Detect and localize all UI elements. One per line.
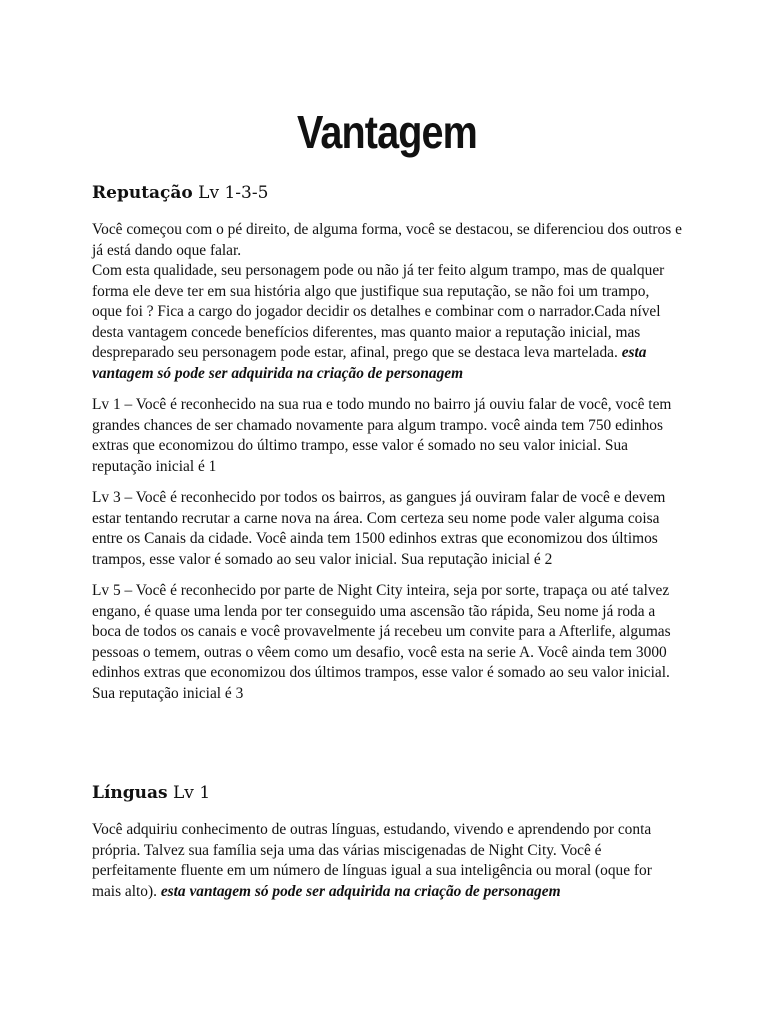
intro-text: Você adquiriu conhecimento de outras línguas, estudando, vivendo e aprendendo por conta própria. Talvez sua família seja uma das várias miscigenadas de Night City. Você é perfeitamente fluente em um número de línguas igual a sua inteligência ou moral (oque for mais alto).	[92, 821, 652, 900]
heading-name: Línguas	[92, 783, 168, 803]
page-title: Vantagem	[296, 106, 478, 158]
heading-level: Lv 1-3-5	[198, 183, 269, 203]
heading-name: Reputação	[92, 183, 193, 203]
level-5-paragraph: Lv 5 – Você é reconhecido por parte de Night City inteira, seja por sorte, trapaça ou até talvez engano, é quase uma lenda por ter conseguido uma ascensão tão rápida, Seu nome já roda a boca de todos os canais e você provavelmente já recebeu um convite para a Afterlife, algumas pessoas o temem, outras o vêem como um desafio, você esta na serie A. Você ainda tem 3000 edinhos extras que economizou dos últimos trampos, esse valor é somado ao seu valor inicial. Sua reputação inicial é 3	[92, 582, 671, 702]
intro-line-1: Você começou com o pé direito, de alguma forma, você se destacou, se diferenciou dos outros e já está dando oque falar.	[92, 221, 682, 259]
heading-level: Lv 1	[173, 783, 211, 803]
level-3-paragraph: Lv 3 – Você é reconhecido por todos os bairros, as gangues já ouviram falar de você e devem estar tentando recrutar a carne nova na área. Com certeza seu nome pode valer alguma coisa entre os Canais da cidade. Você ainda tem 1500 edinhos extras que economizou dos últimos trampos, esse valor é somado ao seu valor inicial. Sua reputação inicial é 2	[92, 489, 666, 568]
creation-note: esta vantagem só pode ser adquirida na criação de personagem	[160, 882, 561, 900]
section-reputacao	[92, 180, 682, 704]
section-heading	[92, 780, 682, 806]
intro-paragraph	[92, 220, 682, 384]
section-heading	[92, 180, 682, 206]
creation-note: esta vantagem só pode ser adquirida na criação de personagem	[92, 344, 647, 382]
section-linguas	[92, 780, 682, 902]
level-1-paragraph: Lv 1 – Você é reconhecido na sua rua e todo mundo no bairro já ouviu falar de você, você tem grandes chances de ser chamado novamente para algum trampo. você ainda tem 750 edinhos extras que economizou do último trampo, esse valor é somado no seu valor inicial. Sua reputação inicial é 1	[92, 396, 672, 475]
intro-line-2: Com esta qualidade, seu personagem pode ou não já ter feito algum trampo, mas de qualquer forma ele deve ter em sua história algo que justifique sua reputação, se não foi um trampo, oque foi ? Fica a cargo do jogador decidir os detalhes e combinar com o narrador.Cada nível desta vantagem concede benefícios diferentes, mas quanto maior a reputação inicial, mas despreparado seu personagem pode estar, afinal, prego que se destaca leva martelada.	[92, 262, 665, 361]
intro-paragraph	[92, 820, 682, 902]
